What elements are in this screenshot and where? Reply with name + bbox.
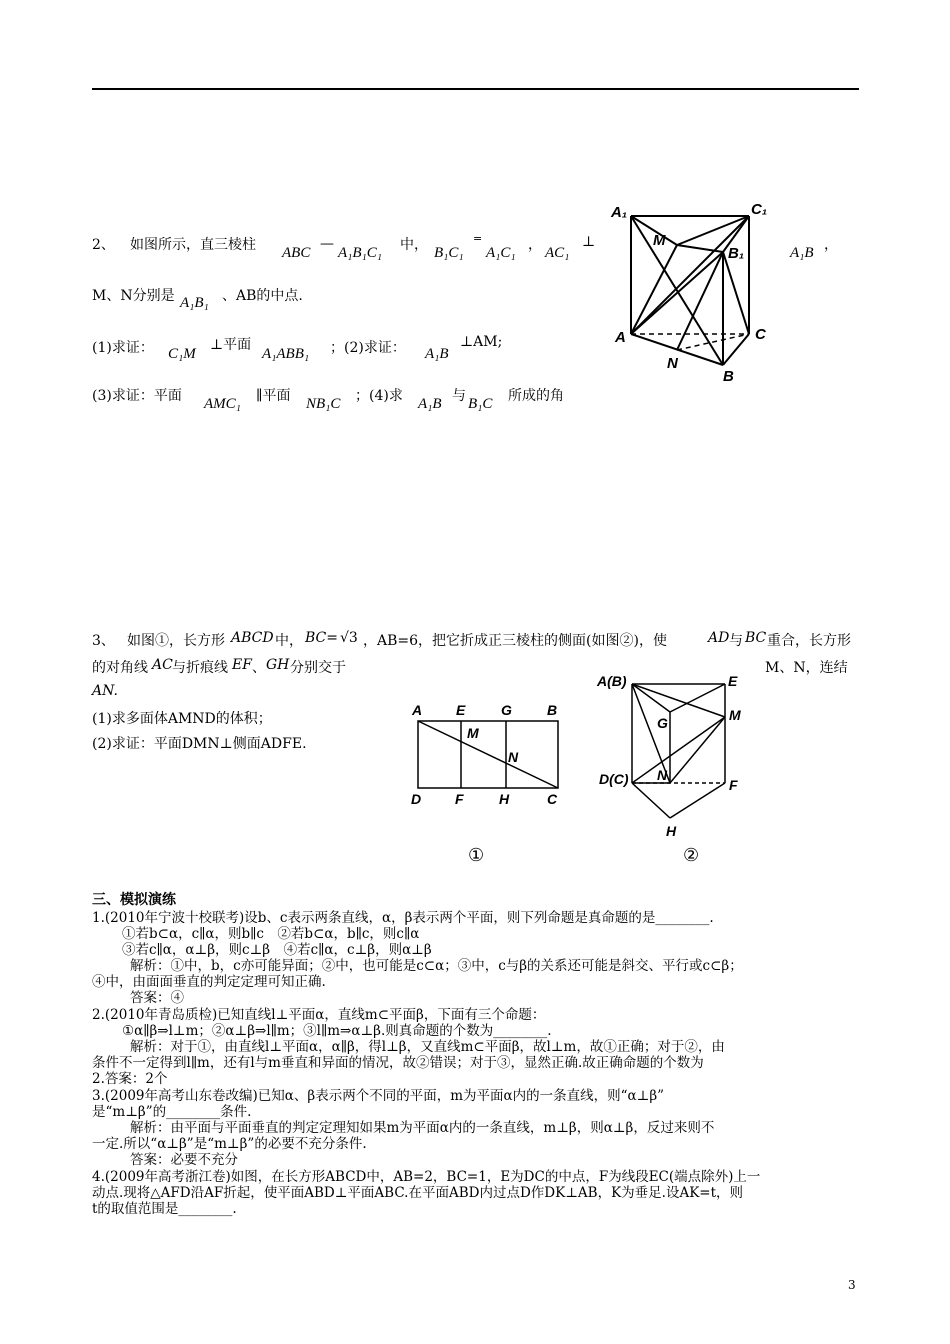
- section-3-title: 三、模拟演练: [92, 892, 176, 908]
- seg-ab1: [631, 252, 723, 334]
- fig1-label-c: C: [547, 791, 558, 807]
- s3-line: 一定.所以“α⊥β”是“m⊥β”的必要不充分条件.: [92, 1136, 367, 1152]
- label-b1: B₁: [728, 245, 745, 262]
- fig2-label-n: N: [657, 767, 668, 783]
- fig2-label-f: F: [729, 777, 738, 793]
- s3-line: 答案：必要不充分: [130, 1152, 238, 1168]
- s3-line: 1.(2010年宁波十校联考)设b、c表示两条直线，α，β表示两个平面，则下列命题是真命题的是________.: [92, 910, 714, 926]
- fig1-label-h: H: [499, 791, 510, 807]
- problem-3-number: 3、: [92, 633, 115, 649]
- s3-line: ①α∥β⇒l⊥m；②α⊥β⇒l∥m；③l∥m⇒α⊥β.则真命题的个数为________.: [122, 1023, 552, 1039]
- edge-dh: [632, 783, 670, 818]
- header-rule: [92, 88, 859, 90]
- fig2-label-dc: D(C): [599, 771, 629, 787]
- s3-line: 4.(2009年高考浙江卷)如图，在长方形ABCD中，AB=2，BC=1，E为DC的中点，F为线段EC(端点除外)上一: [92, 1169, 761, 1185]
- s3-line: 解析：对于①，由直线l⊥平面α，α∥β，得l⊥β，又直线m⊂平面β，故l⊥m，故①正确；对于②，由: [130, 1039, 725, 1055]
- s3-line: 解析：①中，b，c亦可能异面；②中，也可能是c⊂α；③中，c与β的关系还可能是斜交、平行或c⊂β；: [130, 958, 743, 974]
- fig1-label-m: M: [467, 725, 479, 741]
- s3-line: 2.答案：2个: [92, 1071, 168, 1087]
- fig1-label-f: F: [455, 791, 464, 807]
- label-n: N: [667, 355, 678, 372]
- problem-2-intro: 如图所示，直三棱柱: [130, 237, 256, 253]
- s3-line: 解析：由平面与平面垂直的判定定理知如果m为平面α内的一条直线，m⊥β，则α⊥β，反过来则不: [130, 1120, 715, 1136]
- figure-1-caption: ①: [468, 845, 485, 866]
- fig1-label-g: G: [501, 702, 512, 718]
- s3-line: 2.(2010年青岛质检)已知直线l⊥平面α，直线m⊂平面β，下面有三个命题：: [92, 1007, 546, 1023]
- figure-2-caption: ②: [683, 845, 700, 866]
- label-a1: A₁: [611, 204, 628, 221]
- s3-line: ④中，由面面垂直的判定定理可知正确.: [92, 974, 326, 990]
- edge-hf: [670, 783, 725, 818]
- s3-line: 动点.现将△AFD沿AF折起，使平面ABD⊥平面ABC.在平面ABD内过点D作DK⊥AB，K为垂足.设AK=t，则: [92, 1185, 744, 1201]
- s3-line: ③若c∥α，α⊥β，则c⊥β ④若c∥α，c⊥β，则α⊥β: [122, 942, 432, 958]
- prism-figure: [605, 195, 790, 390]
- fig2-label-g: G: [657, 715, 668, 731]
- fig2-label-e: E: [728, 673, 738, 689]
- label-m: M: [653, 232, 666, 249]
- seg-b1c: [723, 252, 749, 334]
- diag-ac: [418, 721, 558, 788]
- label-c: C: [755, 326, 766, 343]
- diag-a1b: [631, 216, 723, 365]
- s3-line: t的取值范围是________.: [92, 1201, 237, 1217]
- page-number: 3: [848, 1278, 856, 1292]
- s3-line: 条件不一定得到l∥m，还有l与m垂直和异面的情况，故②错误；对于③，显然正确.故正确命题的个数为: [92, 1055, 704, 1071]
- fig2-label-ab: A(B): [597, 673, 627, 689]
- label-a: A: [615, 329, 626, 346]
- fig2-label-m: M: [729, 707, 741, 723]
- fig1-label-d: D: [411, 791, 422, 807]
- problem-2-number: 2、: [92, 237, 115, 253]
- rectangle-figure: [405, 700, 575, 812]
- folded-prism-figure: [595, 670, 755, 840]
- s3-line: 答案：④: [130, 990, 184, 1006]
- label-b: B: [723, 368, 734, 385]
- fig1-label-e: E: [456, 702, 466, 718]
- seg-am: [631, 245, 677, 334]
- fig1-label-n: N: [508, 749, 519, 765]
- fig1-label-a: A: [412, 702, 423, 718]
- label-c1: C₁: [751, 201, 768, 218]
- s3-line: 3.(2009年高考山东卷改编)已知α、β表示两个不同的平面，m为平面α内的一条直线，则“α⊥β”: [92, 1088, 665, 1104]
- s3-line: 是“m⊥β”的________条件.: [92, 1104, 252, 1120]
- fig2-label-h: H: [666, 823, 677, 839]
- s3-line: ①若b⊂α，c∥α，则b∥c ②若b⊂α，b∥c，则c∥α: [122, 926, 420, 942]
- diag-am: [632, 684, 725, 717]
- fig1-label-b: B: [547, 702, 558, 718]
- edge-bc: [723, 334, 749, 365]
